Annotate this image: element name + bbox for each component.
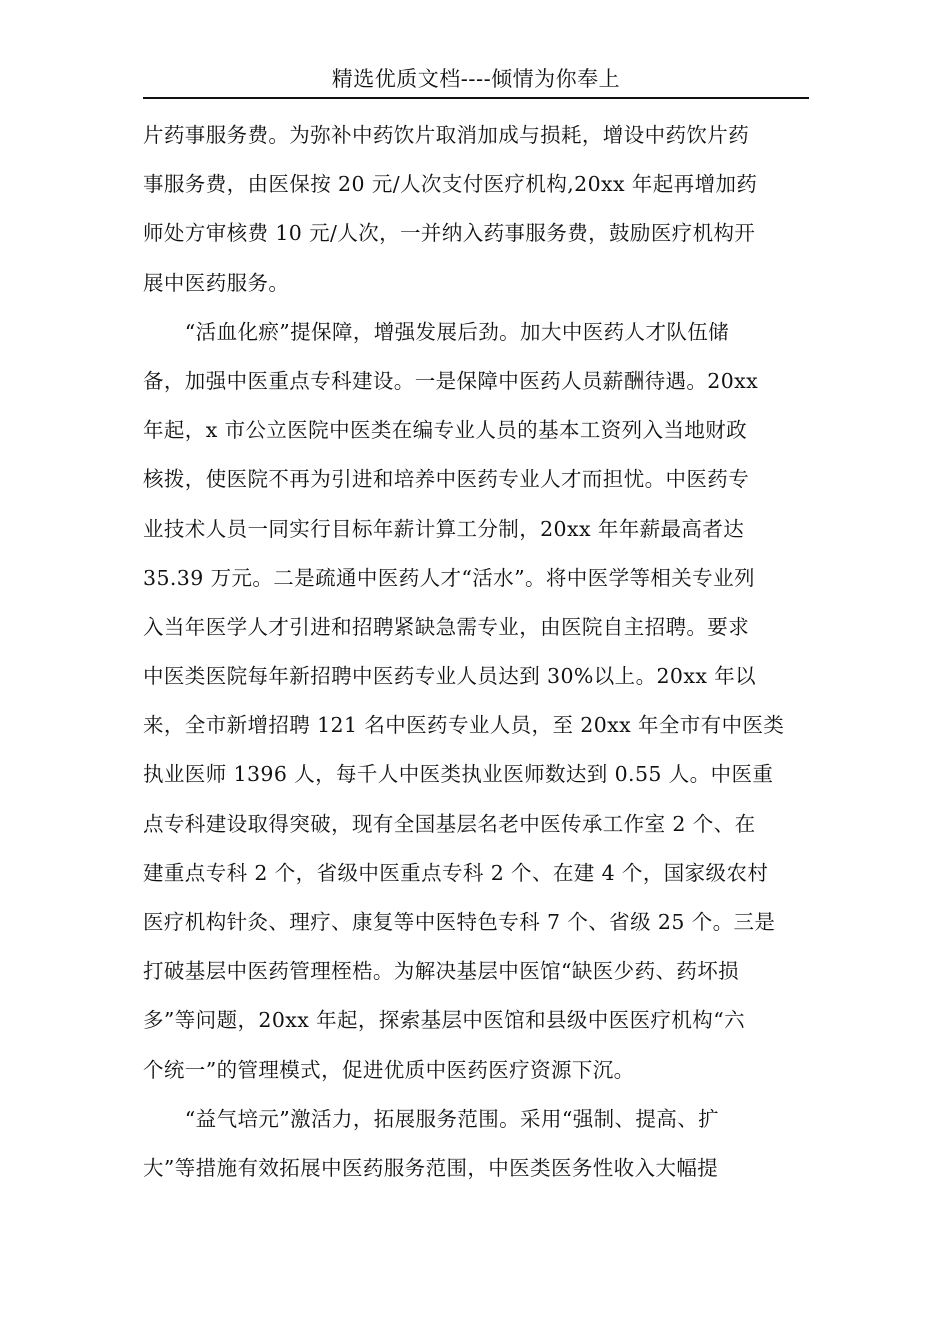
text-line: 业技术人员一同实行目标年薪计算工分制，20xx 年年薪最高者达 [143, 516, 745, 541]
text-line: 执业医师 1396 人，每千人中医类执业医师数达到 0.55 人。中医重 [143, 762, 774, 787]
text-line: 入当年医学人才引进和招聘紧缺急需专业，由医院自主招聘。要求 [143, 614, 750, 639]
text-line: 师处方审核费 10 元/人次，一并纳入药事服务费，鼓励医疗机构开 [143, 221, 756, 246]
text-line: 备，加强中医重点专科建设。一是保障中医药人员薪酬待遇。20xx [143, 368, 759, 393]
text-line: “益气培元”激活力，拓展服务范围。采用“强制、提高、扩 [143, 1106, 720, 1131]
text-line: 年起，x 市公立医院中医类在编专业人员的基本工资列入当地财政 [143, 418, 748, 443]
text-line: 来，全市新增招聘 121 名中医药专业人员，至 20xx 年全市有中医类 [143, 713, 785, 738]
text-line: 点专科建设取得突破，现有全国基层名老中医传承工作室 2 个、在 [143, 811, 756, 836]
text-line: 核拨，使医院不再为引进和培养中医药专业人才而担忧。中医药专 [143, 467, 750, 492]
text-line: 中医类医院每年新招聘中医药专业人员达到 30%以上。20xx 年以 [143, 664, 757, 689]
text-line: 35.39 万元。二是疏通中医药人才“活水”。将中医学等相关专业列 [143, 565, 755, 590]
text-line: 打破基层中医药管理桎梏。为解决基层中医馆“缺医少药、药坏损 [143, 959, 740, 984]
text-line: 大”等措施有效拓展中医药服务范围，中医类医务性收入大幅提 [143, 1155, 719, 1180]
page-header-title: 精选优质文档----倾情为你奉上 [331, 67, 621, 91]
body-text [143, 111, 813, 1193]
text-line: 个统一”的管理模式，促进优质中医药医疗资源下沉。 [143, 1057, 635, 1082]
text-line: 多”等问题，20xx 年起，探索基层中医馆和县级中医医疗机构“六 [143, 1008, 745, 1033]
header-divider [143, 97, 809, 99]
text-line: 片药事服务费。为弥补中药饮片取消加成与损耗，增设中药饮片药 [143, 123, 750, 147]
text-line: 医疗机构针灸、理疗、康复等中医特色专科 7 个、省级 25 个。三是 [143, 910, 776, 934]
text-line: 展中医药服务。 [143, 270, 290, 295]
text-line: 事服务费，由医保按 20 元/人次支付医疗机构,20xx 年起再增加药 [143, 172, 758, 197]
text-line: 建重点专科 2 个，省级中医重点专科 2 个、在建 4 个，国家级农村 [143, 860, 769, 885]
text-line: “活血化瘀”提保障，增强发展后劲。加大中医药人才队伍储 [143, 319, 730, 344]
